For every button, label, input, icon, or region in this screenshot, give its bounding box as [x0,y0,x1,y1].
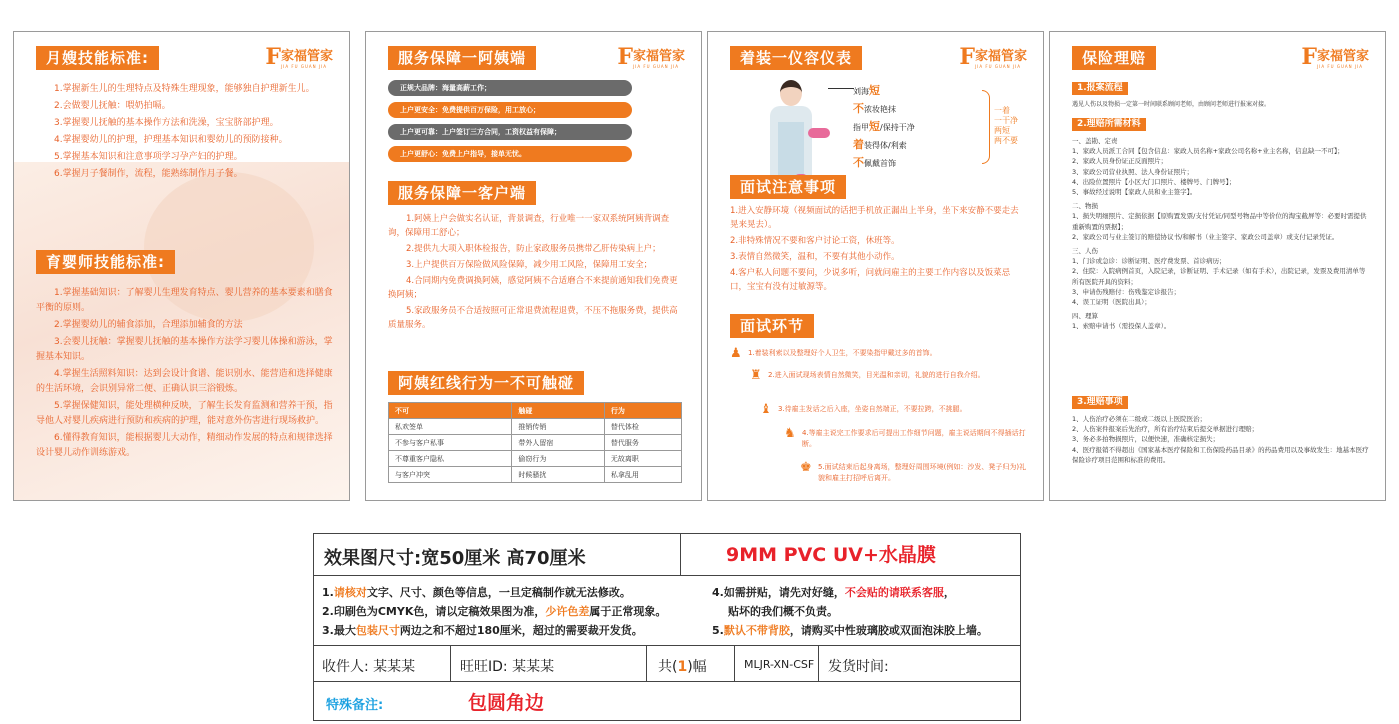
logo-pinyin: JIA FU GUAN JIA [1316,64,1363,69]
logo-pinyin: JIA FU GUAN JIA [974,64,1021,69]
list-item: 6.懂得教育知识，能根据婴儿大动作，精细动作发展的特点和规律选择设计婴儿动作训练游戏。 [36,433,333,458]
report-process-text: 遇见人伤以及物损一定第一时间联系顾问老师，由顾问老师进行报案对接。 [1072,101,1271,108]
dress-brace [982,90,990,164]
receiver-field[interactable]: 收件人: 某某某 [322,659,416,675]
material-label: 9MM PVC UV+水晶膜 [726,544,936,566]
ship-time-field[interactable]: 发货时间: [828,659,889,675]
leave-icon: ♚ [800,460,812,475]
note-2: 2.印刷色为CMYK色，请以定稿效果图为准，少许色差属于正常现象。 [322,605,667,618]
table-cell: 私欢签单 [389,419,512,435]
claim-notes-list: 1、人伤治疗必须在二级或二级以上医院医治； 2、人伤案件报案后先治疗，所有治疗结束后提交单据进行理赔； 3、务必多拍物损照片，以便快速，准确核定损失； 4、医疗报销不得超出《国家基本医疗保险和工伤保险药品目录》的药品费用以及事故发生：地基本医疗保险诊疗项目范围和标准的费用。 [1072,415,1369,464]
guarantee-bar: 上户更舒心：免费上户指导，接单无忧。 [388,146,632,162]
figure-head [780,80,802,106]
logo-name: 家福管家 [280,49,333,64]
list-item: 2.掌握婴幼儿的辅食添加，合理添加辅食的方法 [54,320,243,330]
list-item: 2.会做婴儿抚触：喂奶拍嗝。 [54,101,171,111]
spec-size-row [314,534,1020,576]
logo-pinyin: JIA FU GUAN JIA [632,64,679,69]
claim-materials-title: 2.理赔所需材料 [1072,118,1146,131]
list-item: 1.掌握新生儿的生理特点及特殊生理现象，能够独自护理新生儿。 [54,84,315,94]
cell-divider [734,646,735,682]
dress-title: 着装一仪容仪表 [730,46,862,70]
poster-insurance-claims [1049,31,1386,501]
note-4: 4.如需拼贴，请先对好缝，不会贴的请联系客服， [712,586,955,599]
handshake-icon: ♜ [750,368,762,383]
size-label: 效果图尺寸:宽50厘米 高70厘米 [324,548,586,569]
table-header-cell: 不可 [389,403,512,419]
logo-mark-icon: F [1301,44,1317,70]
list-item: 1.阿姨上户会做实名认证，背景调查，行业唯一一家双系统阿姨背调查询，保障用工舒心； [388,214,670,238]
table-header-cell: 行为 [604,403,681,419]
company-logo [265,46,333,69]
company-logo [617,46,685,69]
cell-divider [646,646,647,682]
table-row [389,435,682,451]
dress-summary: 一着 一干净 两短 两不要 [994,106,1018,145]
table-cell: 私拿乱用 [604,467,681,483]
note-1: 1.请核对文字、尺寸、颜色等信息，一旦定稿制作就无法修改。 [322,586,631,599]
table-cell: 时候骚扰 [512,467,605,483]
logo-mark-icon: F [617,44,633,70]
list-item: 5.家政服务员不合适按照可正常退费流程退费，不压不拖服务费，提供高质量服务。 [388,306,678,330]
interview-step: ♚ 5.面试结束后起身离场，整理好周围环境(例如：沙发、凳子归为)礼貌和雇主打招呼后离开。 [800,460,1027,482]
list-item: 3.表情自然微笑，温和，不要有其他小动作。 [730,252,900,262]
dress-rule: 不佩戴首饰 [853,156,896,169]
report-process-title: 1.报案流程 [1072,82,1128,95]
logo-name: 家福管家 [632,49,685,64]
list-item: 3.掌握婴儿抚触的基本操作方法和洗澡，宝宝脐部护理。 [54,118,279,128]
table-header-cell: 触碰 [512,403,605,419]
dress-rule: 不浓妆艳抹 [853,102,896,115]
table-cell: 不参与客户私事 [389,435,512,451]
list-item: 4.掌握生活照料知识：达到会设计食谱、能识别水、能营造和选择健康的生活环境，会识别异常二便、正确认识三浴锻炼。 [36,369,333,394]
interview-step: ♞ 4.等雇主说完工作要求后可提出工作细节问题，雇主说话期间不得插话打断。 [784,426,1026,448]
table-cell: 替代服务 [604,435,681,451]
logo-name: 家福管家 [1316,49,1369,64]
customer-side-title: 服务保障一客户端 [388,181,536,205]
company-logo [1301,46,1369,69]
logo-mark-icon: F [265,44,281,70]
list-item: 4.客户私人问题不要问，少说多听，问就问雇主的主要工作内容以及饭菜忌口，宝宝有没有过敏源等。 [730,268,1011,292]
cell-divider [818,646,819,682]
interview-notes-title: 面试注意事项 [730,175,846,199]
list-item: 4.合同期内免费调换阿姨，感觉阿姨不合适磨合不来提前通知我们免费更换阿姨； [388,276,678,300]
person-icon: ♟ [730,346,742,361]
speak-icon: ♞ [784,426,796,441]
note-5: 5.默认不带背胶，请购买中性玻璃胶或双面泡沫胶上墙。 [712,624,988,637]
poster-dress-interview [707,31,1044,501]
poster-service-guarantee [365,31,702,501]
red-line-table [388,402,682,483]
guarantee-bar: 上户更安全：免费提供百万保险，用工放心； [388,102,632,118]
remark-label: 特殊备注: [326,698,384,713]
figure-glove [808,128,830,138]
table-cell: 带外人留宿 [512,435,605,451]
interview-notes-list [730,204,1027,296]
list-item: 5.掌握保健知识，能处理横种反映，了解生长发育监测和营养干预，指导他人对婴儿疾病进行预防和疾病的护理，能对意外伤害进行现场救护。 [36,401,333,426]
poster-nanny-skills [13,31,350,501]
table-row [389,451,682,467]
list-item: 2.提供九大项入职体检报告，防止家政服务员携带乙肝传染病上户； [406,244,661,254]
interview-step: ♜ 2.进入面试现场表情自然微笑，目光温和亲切，礼貌的进行自我介绍。 [750,368,985,383]
spec-remark-row [314,682,1020,722]
nanny-skill-list [36,82,333,184]
list-item: 5.掌握基本知识和注意事项学习孕产妇的护理。 [54,152,243,162]
logo-mark-icon: F [959,44,975,70]
table-cell: 偷窃行为 [512,451,605,467]
note-4-cont: 贴坏的我们概不负责。 [728,605,838,618]
list-item: 6.掌握月子餐制作，流程，能熟练制作月子餐。 [54,169,243,179]
table-cell: 替代体检 [604,419,681,435]
aunt-side-title: 服务保障一阿姨端 [388,46,536,70]
dress-connector-lines [828,88,854,89]
table-cell: 不尊重客户隐私 [389,451,512,467]
insurance-title: 保险理赔 [1072,46,1156,70]
table-row [389,419,682,435]
list-item: 3.上户提供百万保险做风险保障，减少用工风险，保障用工安全； [406,260,653,270]
table-cell: 推销传销 [512,419,605,435]
red-line-title: 阿姨红线行为一不可触碰 [388,371,584,395]
nursery-skill-list [36,286,333,463]
note-3: 3.最大包装尺寸两边之和不超过180厘米，超过的需要裁开发货。 [322,624,643,637]
dress-rule: 指甲短/保持干净 [853,120,915,133]
logo-pinyin: JIA FU GUAN JIA [280,64,327,69]
count-field[interactable]: 共(1)幅 [658,659,707,675]
table-row [389,467,682,483]
dress-rule: 着装得体/利索 [853,138,907,151]
list-item: 1.进入安静环境（视频面试的话把手机放正漏出上半身，坐下来安静不要走去晃来晃去）。 [730,206,1019,230]
spec-notes-row [314,576,1020,646]
interview-step: ♟ 1.着装利索以及整理好个人卫生，不要染指甲戴过多的首饰。 [730,346,937,361]
dress-rule: 刘海短 [853,84,880,97]
guarantee-bar: 正规大品牌：海量高薪工作； [388,80,632,96]
logo-name: 家福管家 [974,49,1027,64]
spec-shipping-row [314,646,1020,682]
order-spec-sheet [313,533,1021,721]
company-logo [959,46,1027,69]
list-item: 2.非特殊情况不要和客户讨论工资，休班等。 [730,236,900,246]
nanny-skill-title: 月嫂技能标准: [36,46,159,70]
customer-guarantee-list [388,212,685,334]
guarantee-bar: 上户更可靠：上户签订三方合同，工资权益有保障； [388,124,632,140]
wangwang-field[interactable]: 旺旺ID: 某某某 [460,659,555,675]
table-cell: 与客户冲突 [389,467,512,483]
interview-steps-title: 面试环节 [730,314,814,338]
table-header-row [389,403,682,419]
seat-icon: ♝ [760,402,772,417]
product-code: MLJR-XN-CSF [744,658,815,671]
nursery-skill-title: 育婴师技能标准: [36,250,175,274]
list-item: 3.会婴儿抚触：掌握婴儿抚触的基本操作方法学习婴儿体操和游泳，掌握基本知识。 [36,337,333,362]
claim-notes-title: 3.理赔事项 [1072,396,1128,409]
interview-step: ♝ 3.待雇主发话之后入座，坐姿自然端正，不要拉跨，不挑腿。 [760,402,967,417]
table-cell: 无故离职 [604,451,681,467]
remark-value[interactable]: 包圆角边 [468,692,545,714]
list-item: 4.掌握婴幼儿的护理，护理基本知识和婴幼儿的预防接种。 [54,135,288,145]
list-item: 1.掌握基础知识：了解婴儿生理发育特点、婴儿营养的基本要素和膳食平衡的原则。 [36,288,333,313]
size-divider [680,534,681,576]
claim-materials-list: 一、盖勘、定责 1、家政人员派工合同【包含信息：家政人员名称+家政公司名称+业主名称，信息缺一不可】； 2、家政人员身份证正反面照片； 3、家政公司营业执照、法人身份证照片； 4、出险位置照片【小区大门口照片、楼牌号、门牌号】； 5、事故经过说明【家政人员和业主签字】。 二、物损 1、损失明细照片、定损依据【原购置发票/支付凭证/同型号物品中等价位的淘宝截屏等：必要时需提供重新购置的票据】； 2、家政公司与业主签订的赔偿协议书/和解书（业主签字、家政公司盖章）或支付记录凭证。 三、人伤 1、门诊或急诊：诊断证明、医疗费发票、首诊病历； 2、住院：入院病例首页，入院记录，诊断证明、手术记录（如有手术），出院记录，发票及费用清单等所有医院开具的资料； 3、申请伤残赔付：伤残鉴定诊报告； 4、误工证明（医院出具）； 四、理算 1、索赔申请书（需投保人盖章）。 [1072,137,1367,331]
cell-divider [450,646,451,682]
